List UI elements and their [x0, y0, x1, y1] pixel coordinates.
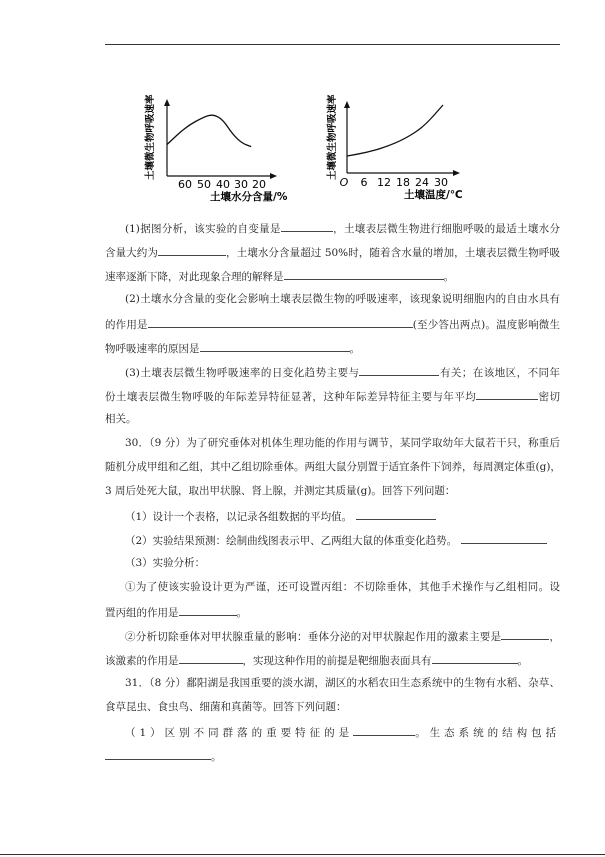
q30-sub2	[125, 532, 560, 548]
tick-label: 12	[377, 176, 391, 189]
q30-analysis2-line1	[125, 628, 560, 644]
curve-line	[347, 105, 443, 156]
x-arrow-icon	[270, 173, 277, 179]
chart-temperature	[326, 94, 463, 201]
footer-rule	[0, 854, 605, 855]
text: 3 周后处死大鼠，取出甲状腺、肾上腺，并测定其质量(g)。回答下列问题：	[105, 485, 456, 497]
figures	[0, 0, 605, 210]
text: 。生态系统的结构包括	[415, 727, 561, 739]
answer-blank[interactable]	[461, 532, 547, 544]
text: ，土壤水分含量超过 50%时，随着含水量的增加，土壤表层微生物呼吸	[225, 247, 560, 259]
answer-blank[interactable]	[158, 244, 226, 256]
text: （2）实验结果预测：绘制曲线图表示甲、乙两组大鼠的体重变化趋势。	[125, 535, 458, 547]
q30-analysis1-line1	[125, 580, 560, 594]
text: (2)土壤水分含量的变化会影响土壤表层微生物的呼吸速率，该现象说明细胞内的自由水具有	[125, 293, 560, 305]
tick-label: 40	[216, 178, 230, 191]
q29-part1-line3	[105, 268, 560, 284]
text: 。	[236, 607, 247, 619]
q30-analysis2-line2	[105, 652, 560, 668]
curve-line	[167, 115, 251, 146]
q29-part3-line3	[105, 412, 560, 426]
y-axis-label: 土壤微生物呼吸速率	[145, 94, 156, 180]
x-axis-label: 土壤温度/℃	[404, 189, 463, 201]
answer-blank[interactable]	[432, 652, 518, 664]
q30-sub3	[125, 556, 560, 570]
q30-line2	[105, 460, 560, 474]
x-arrow-icon	[453, 170, 460, 176]
y-arrow-icon	[164, 99, 170, 106]
q31-line1	[125, 676, 560, 690]
text: （1）设计一个表格，以记录各组数据的平均值。	[125, 511, 353, 523]
answer-blank[interactable]	[105, 748, 211, 760]
answer-blank[interactable]	[353, 724, 415, 736]
text: 速率逐渐下降，对此现象合理的解释是	[105, 271, 284, 283]
answer-blank[interactable]	[200, 340, 350, 352]
tick-label: 18	[396, 176, 410, 189]
text: 31．（8 分）鄱阳湖是我国重要的淡水湖，湖区的水稻农田生态系统中的生物有水稻、杂草、	[125, 677, 560, 689]
answer-blank[interactable]	[284, 268, 444, 280]
text: 。	[349, 343, 360, 355]
text: 物呼吸速率的原因是	[105, 343, 200, 355]
text: (1)据图分析，该实验的自变量是	[125, 223, 281, 235]
text: 30．（9 分）为了研究垂体对机体生理功能的作用与调节，某同学取幼年大鼠若干只，称重后	[125, 437, 560, 449]
q31-sub1-line1	[125, 724, 560, 740]
text: 份土壤表层微生物呼吸的年际差异特征显著，这种年际差异特征主要与年平均	[105, 391, 477, 403]
text: (至少答出两点)。温度影响微生	[412, 319, 560, 331]
q29-part1-line1	[125, 220, 560, 236]
y-arrow-icon	[344, 101, 350, 108]
text: ①为了使该实验设计更为严谨，还可设置丙组：不切除垂体，其他手术操作与乙组相同。设	[125, 581, 560, 593]
text: （1）区别不同群落的重要特征的是	[125, 727, 354, 739]
text: 有关；在该地区，不同年	[439, 367, 561, 379]
answer-blank[interactable]	[476, 388, 538, 400]
answer-blank[interactable]	[501, 628, 549, 640]
text: 。	[211, 751, 222, 763]
answer-blank[interactable]	[356, 508, 436, 520]
tick-label: 30	[434, 176, 448, 189]
text: 相关。	[105, 413, 137, 425]
y-axis-label: 土壤微生物呼吸速率	[327, 94, 338, 180]
text: ，实现这种作用的前提是靶细胞表面具有	[242, 655, 432, 667]
answer-blank[interactable]	[148, 316, 413, 328]
text: 该激素的作用是	[105, 655, 179, 667]
x-axis-label: 土壤水分含量/%	[210, 191, 288, 203]
tick-label: 24	[415, 176, 429, 189]
text: ，土壤表层微生物进行细胞呼吸的最适土壤水分	[332, 223, 561, 235]
text: ②分析切除垂体对甲状腺重量的影响：垂体分泌的对甲状腺起作用的激素主要是	[125, 631, 502, 643]
text: (3)土壤表层微生物呼吸速率的日变化趋势主要与	[125, 367, 360, 379]
q31-line2	[105, 700, 560, 714]
q30-analysis1-line2	[105, 604, 560, 620]
q29-part1-line2	[105, 244, 560, 260]
tick-label: 50	[197, 178, 211, 191]
text: 密切	[538, 391, 561, 403]
answer-blank[interactable]	[359, 364, 439, 376]
tick-label: 30	[234, 178, 248, 191]
answer-blank[interactable]	[179, 652, 243, 664]
q31-sub1-line2	[105, 748, 560, 764]
answer-blank[interactable]	[281, 220, 333, 232]
q29-part2-line1	[125, 292, 560, 306]
q29-part3-line2	[105, 388, 560, 404]
text: 。	[517, 655, 528, 667]
tick-label: 60	[178, 178, 192, 191]
text: 。	[443, 271, 454, 283]
text: （3）实验分析：	[125, 557, 206, 569]
chart-water-content	[144, 94, 288, 203]
tick-label: 20	[252, 178, 266, 191]
text: 的作用是	[105, 319, 148, 331]
text: 随机分成甲组和乙组，其中乙组切除垂体。两组大鼠分别置于适宜条件下饲养，每周测定体重(g)，	[105, 461, 561, 473]
q30-line1	[125, 436, 560, 450]
q29-part2-line3	[105, 340, 560, 356]
text: 置丙组的作用是	[105, 607, 179, 619]
text: 含量大约为	[105, 247, 158, 259]
q29-part3-line1	[125, 364, 560, 380]
q30-sub1	[125, 508, 560, 524]
answer-blank[interactable]	[179, 604, 237, 616]
text: 食草昆虫、食虫鸟、细菌和真菌等。回答下列问题：	[105, 701, 347, 713]
q29-part2-line2	[105, 316, 560, 332]
tick-label: 6	[360, 176, 368, 189]
tick-label: O	[339, 176, 349, 189]
text: ，	[549, 631, 560, 643]
q30-line3	[105, 484, 560, 498]
